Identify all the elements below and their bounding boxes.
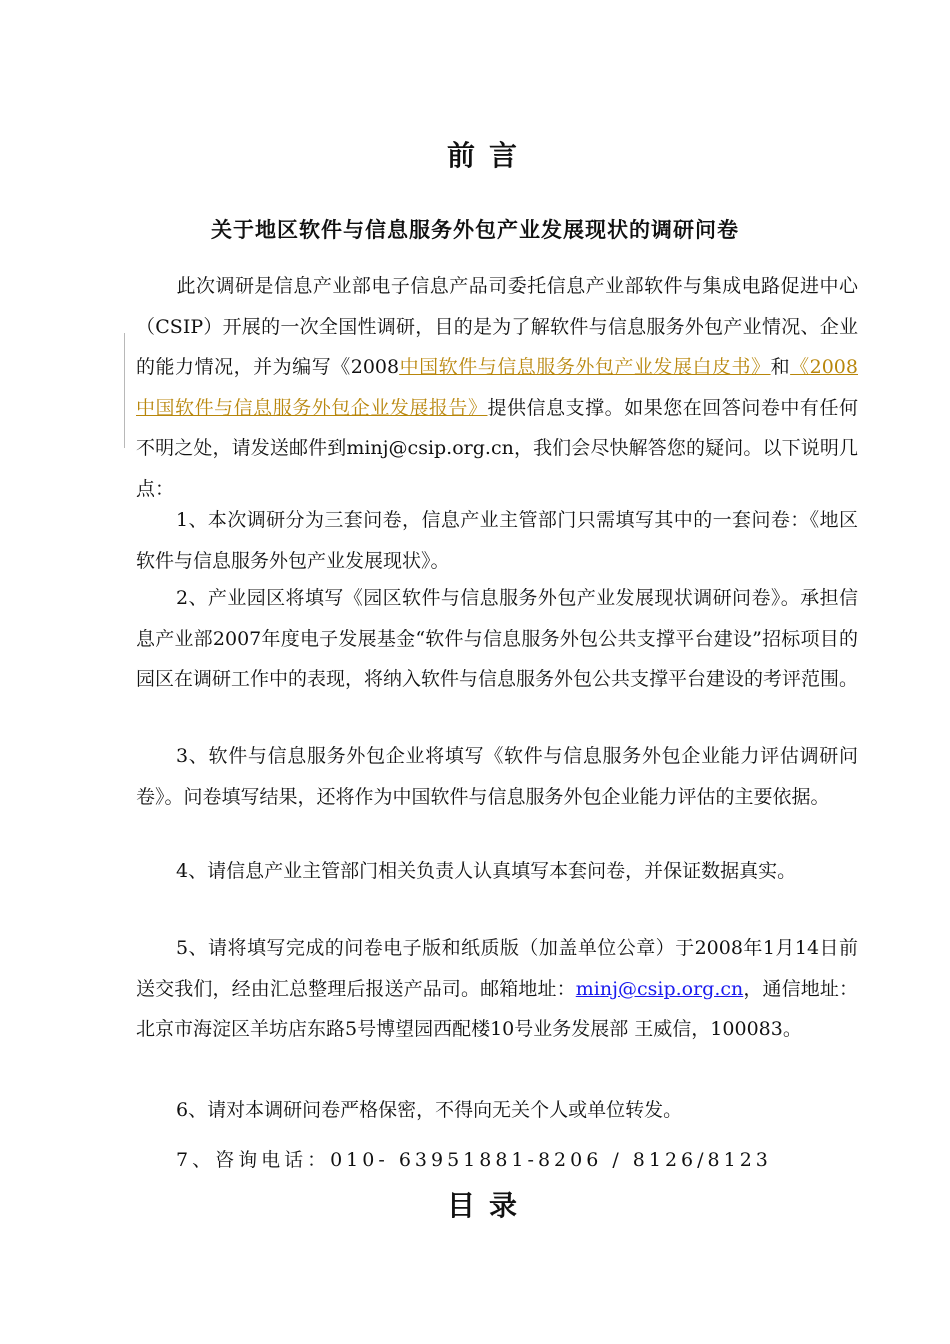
toc-heading: 目录 [446, 1189, 531, 1222]
intro-text-1: 此次调研是信息产业部电子信息产品司委托信息产业部软件与集成电路促进中心（CSIP）开展的一次全国性调研，目的是为了解软件与信息服务外包产业情况、企业的能力情况，并为编写《2008 [136, 275, 858, 378]
questionnaire-title: 关于地区软件与信息服务外包产业发展现状的调研问卷 [211, 217, 739, 242]
intro-paragraph [136, 266, 858, 509]
note-item-1: 1、本次调研分为三套问卷，信息产业主管部门只需填写其中的一套问卷：《地区软件与信息服务外包产业发展现状》。 [136, 509, 858, 572]
note-item-3: 3、软件与信息服务外包企业将填写《软件与信息服务外包企业能力评估调研问卷》。问卷填写结果，还将作为中国软件与信息服务外包企业能力评估的主要依据。 [136, 745, 858, 808]
note-item-5 [136, 928, 858, 1050]
note-item-7: 7、咨询电话：010- 63951881-8206 / 8126/8123 [176, 1149, 772, 1171]
intro-text-2: 和 [770, 356, 791, 378]
intro-text-3: 提供信息支撑。如果您在回答问卷中有任何不明之处，请发送邮件到minj@csip.org.cn，我们会尽快解答您的疑问。以下说明几点： [136, 396, 858, 500]
revision-margin-bar [124, 333, 125, 448]
item5-text-1: 5、请将填写完成的问卷电子版和纸质版（加盖单位公章）于2008年1月14日前送交我们，经由汇总整理后报送产品司。邮箱地址： [136, 937, 858, 1000]
preface-heading: 前言 [446, 139, 531, 172]
whitepaper-link[interactable]: 中国软件与信息服务外包产业发展白皮书》 [399, 356, 771, 378]
report-link[interactable]: 《2008中国软件与信息服务外包企业发展报告》 [136, 356, 858, 419]
note-item-2: 2、产业园区将填写《园区软件与信息服务外包产业发展现状调研问卷》。承担信息产业部2007年度电子发展基金“软件与信息服务外包公共支撑平台建设”招标项目的园区在调研工作中的表现，将纳入软件与信息服务外包公共支撑平台建设的考评范围。 [136, 587, 859, 690]
item5-text-2: ，通信地址：北京市海淀区羊坊店东路5号博望园西配楼10号业务发展部 王威信，100083。 [136, 977, 858, 1040]
note-item-6: 6、请对本调研问卷严格保密，不得向无关个人或单位转发。 [176, 1099, 683, 1121]
email-link[interactable]: minj@csip.org.cn [575, 977, 744, 1000]
note-item-4: 4、请信息产业主管部门相关负责人认真填写本套问卷，并保证数据真实。 [176, 860, 797, 882]
